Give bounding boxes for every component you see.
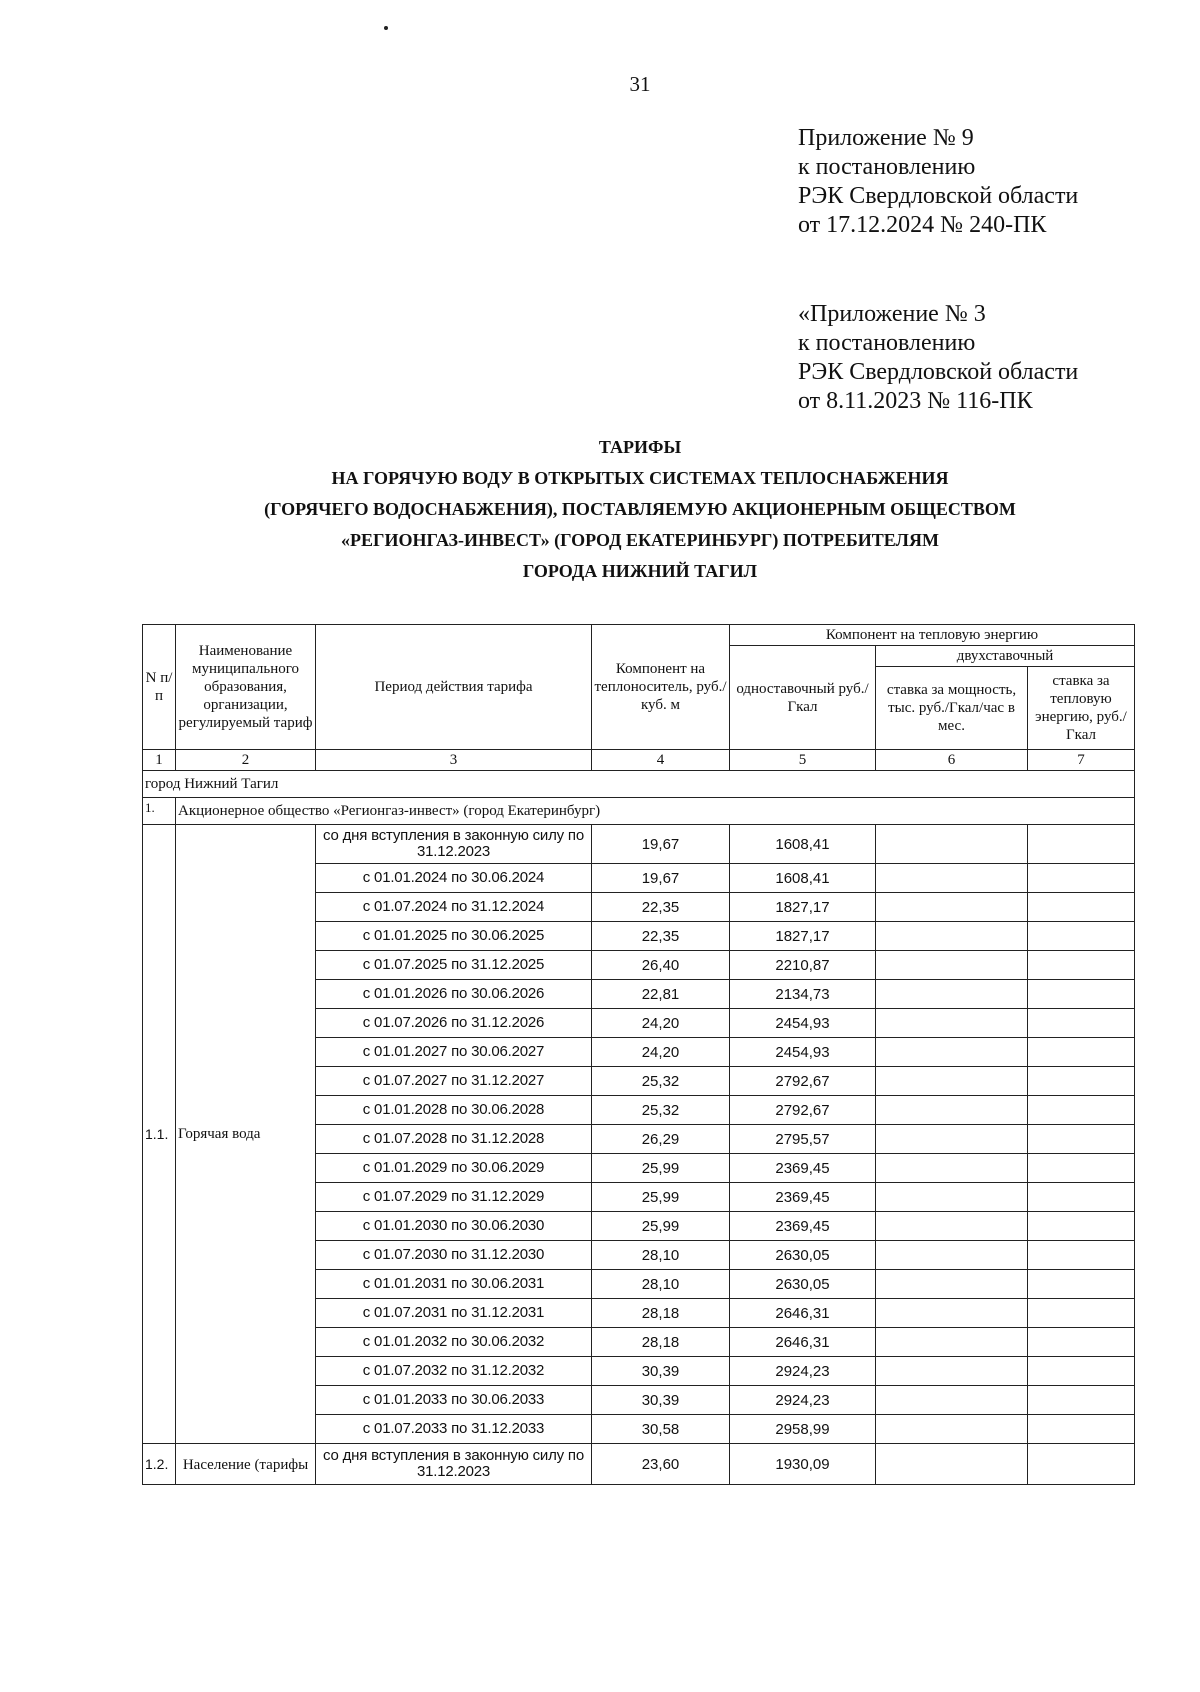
period-cell: с 01.01.2027 по 30.06.2027 [316, 1038, 592, 1067]
period-cell: с 01.07.2025 по 31.12.2025 [316, 951, 592, 980]
carrier-cell: 28,18 [592, 1328, 730, 1357]
period-cell: с 01.01.2032 по 30.06.2032 [316, 1328, 592, 1357]
energy-cell [1028, 825, 1135, 864]
one-part-cell: 2369,45 [730, 1212, 876, 1241]
carrier-cell: 28,10 [592, 1241, 730, 1270]
org-name: Акционерное общество «Регионгаз-инвест» (город Екатеринбург) [176, 798, 1135, 825]
period-cell: с 01.07.2024 по 31.12.2024 [316, 893, 592, 922]
period-cell: с 01.01.2029 по 30.06.2029 [316, 1154, 592, 1183]
period-cell: с 01.01.2025 по 30.06.2025 [316, 922, 592, 951]
one-part-cell: 2630,05 [730, 1241, 876, 1270]
carrier-cell: 22,35 [592, 893, 730, 922]
header-energy: ставка за тепловую энергию, руб./Гкал [1028, 667, 1135, 750]
header-heat: Компонент на тепловую энергию [730, 625, 1135, 646]
carrier-cell: 28,18 [592, 1299, 730, 1328]
one-part-cell: 2792,67 [730, 1096, 876, 1125]
one-part-cell: 1827,17 [730, 893, 876, 922]
carrier-cell: 25,32 [592, 1096, 730, 1125]
energy-cell [1028, 864, 1135, 893]
energy-cell [1028, 1096, 1135, 1125]
header-two-part: двухставочный [876, 646, 1135, 667]
energy-cell [1028, 1009, 1135, 1038]
row-group-name: Горячая вода [176, 825, 316, 1444]
city-row: город Нижний Тагил [143, 771, 1135, 798]
energy-cell [1028, 1212, 1135, 1241]
energy-cell [1028, 1299, 1135, 1328]
appendix-current [798, 124, 1078, 240]
capacity-cell [876, 864, 1028, 893]
carrier-cell: 24,20 [592, 1009, 730, 1038]
energy-cell [1028, 1038, 1135, 1067]
page-number: 31 [629, 72, 651, 96]
scan-speck [384, 26, 388, 30]
row-group-name: Население (тарифы [176, 1444, 316, 1485]
table-row [143, 1444, 1135, 1485]
period-cell: с 01.07.2029 по 31.12.2029 [316, 1183, 592, 1212]
appendix-original-line: к постановлению [798, 330, 976, 356]
energy-cell [1028, 893, 1135, 922]
title-line: ГОРОДА НИЖНИЙ ТАГИЛ [522, 561, 758, 581]
carrier-cell: 26,29 [592, 1125, 730, 1154]
period-cell: с 01.07.2030 по 31.12.2030 [316, 1241, 592, 1270]
capacity-cell [876, 1415, 1028, 1444]
carrier-cell: 30,39 [592, 1357, 730, 1386]
energy-cell [1028, 1125, 1135, 1154]
energy-cell [1028, 1183, 1135, 1212]
header-name: Наименование муниципального образования, организации, регулируемый тариф [176, 625, 316, 750]
appendix-original-line: от 8.11.2023 № 116-ПК [798, 388, 1033, 414]
capacity-cell [876, 1386, 1028, 1415]
carrier-cell: 19,67 [592, 825, 730, 864]
column-number: 1 [143, 750, 176, 771]
appendix-current-line: РЭК Свердловской области [798, 183, 1079, 209]
capacity-cell [876, 1009, 1028, 1038]
carrier-cell: 24,20 [592, 1038, 730, 1067]
column-number: 7 [1028, 750, 1135, 771]
energy-cell [1028, 1415, 1135, 1444]
one-part-cell: 2630,05 [730, 1270, 876, 1299]
org-num [143, 798, 176, 825]
appendix-original-line: «Приложение № 3 [798, 301, 986, 327]
org-num-label: 1. [145, 799, 155, 815]
carrier-cell: 23,60 [592, 1444, 730, 1485]
period-cell: со дня вступления в законную силу по 31.12.2023 [316, 825, 592, 864]
capacity-cell [876, 893, 1028, 922]
one-part-cell: 2795,57 [730, 1125, 876, 1154]
capacity-cell [876, 1125, 1028, 1154]
energy-cell [1028, 1328, 1135, 1357]
header-carrier: Компонент на теплоноситель, руб./куб. м [592, 625, 730, 750]
carrier-cell: 30,58 [592, 1415, 730, 1444]
carrier-cell: 22,81 [592, 980, 730, 1009]
energy-cell [1028, 1444, 1135, 1485]
one-part-cell: 2369,45 [730, 1154, 876, 1183]
appendix-original-line: РЭК Свердловской области [798, 359, 1079, 385]
column-number: 2 [176, 750, 316, 771]
one-part-cell: 2646,31 [730, 1328, 876, 1357]
energy-cell [1028, 922, 1135, 951]
header-period: Период действия тарифа [316, 625, 592, 750]
carrier-cell: 26,40 [592, 951, 730, 980]
one-part-cell: 2210,87 [730, 951, 876, 980]
period-cell: с 01.01.2033 по 30.06.2033 [316, 1386, 592, 1415]
one-part-cell: 2134,73 [730, 980, 876, 1009]
appendix-current-line: Приложение № 9 [798, 125, 974, 151]
period-cell: с 01.01.2028 по 30.06.2028 [316, 1096, 592, 1125]
period-cell: с 01.07.2033 по 31.12.2033 [316, 1415, 592, 1444]
carrier-cell: 25,99 [592, 1183, 730, 1212]
row-group-number: 1.1. [143, 825, 176, 1444]
capacity-cell [876, 1357, 1028, 1386]
tariff-table [142, 624, 1135, 1485]
one-part-cell: 2958,99 [730, 1415, 876, 1444]
one-part-cell: 1827,17 [730, 922, 876, 951]
capacity-cell [876, 1299, 1028, 1328]
capacity-cell [876, 1444, 1028, 1485]
one-part-cell: 1608,41 [730, 864, 876, 893]
capacity-cell [876, 1212, 1028, 1241]
period-cell: с 01.01.2024 по 30.06.2024 [316, 864, 592, 893]
energy-cell [1028, 1270, 1135, 1299]
energy-cell [1028, 1357, 1135, 1386]
one-part-cell: 2924,23 [730, 1357, 876, 1386]
capacity-cell [876, 1038, 1028, 1067]
energy-cell [1028, 951, 1135, 980]
period-cell: с 01.07.2032 по 31.12.2032 [316, 1357, 592, 1386]
capacity-cell [876, 922, 1028, 951]
carrier-cell: 25,99 [592, 1212, 730, 1241]
appendix-original [798, 300, 1078, 416]
energy-cell [1028, 1386, 1135, 1415]
one-part-cell: 2792,67 [730, 1067, 876, 1096]
capacity-cell [876, 1096, 1028, 1125]
title-line: НА ГОРЯЧУЮ ВОДУ В ОТКРЫТЫХ СИСТЕМАХ ТЕПЛОСНАБЖЕНИЯ [331, 468, 949, 488]
energy-cell [1028, 1154, 1135, 1183]
title-line: ТАРИФЫ [598, 437, 682, 457]
one-part-cell: 2454,93 [730, 1009, 876, 1038]
title-line: (ГОРЯЧЕГО ВОДОСНАБЖЕНИЯ), ПОСТАВЛЯЕМУЮ АКЦИОНЕРНЫМ ОБЩЕСТВОМ [264, 499, 1016, 519]
header-capacity: ставка за мощность, тыс. руб./Гкал/час в мес. [876, 667, 1028, 750]
header-one-part: одноставочный руб./Гкал [730, 646, 876, 750]
period-cell: с 01.07.2031 по 31.12.2031 [316, 1299, 592, 1328]
one-part-cell: 1608,41 [730, 825, 876, 864]
energy-cell [1028, 980, 1135, 1009]
carrier-cell: 19,67 [592, 864, 730, 893]
column-number: 4 [592, 750, 730, 771]
capacity-cell [876, 1183, 1028, 1212]
column-number: 6 [876, 750, 1028, 771]
capacity-cell [876, 1067, 1028, 1096]
energy-cell [1028, 1067, 1135, 1096]
period-cell: со дня вступления в законную силу по 31.12.2023 [316, 1444, 592, 1485]
period-cell: с 01.07.2028 по 31.12.2028 [316, 1125, 592, 1154]
capacity-cell [876, 951, 1028, 980]
appendix-current-line: от 17.12.2024 № 240-ПК [798, 212, 1047, 238]
capacity-cell [876, 825, 1028, 864]
carrier-cell: 22,35 [592, 922, 730, 951]
one-part-cell: 2646,31 [730, 1299, 876, 1328]
carrier-cell: 25,32 [592, 1067, 730, 1096]
table-row [143, 825, 1135, 864]
one-part-cell: 2454,93 [730, 1038, 876, 1067]
header-num: N п/п [143, 625, 176, 750]
period-cell: с 01.07.2026 по 31.12.2026 [316, 1009, 592, 1038]
period-cell: с 01.01.2030 по 30.06.2030 [316, 1212, 592, 1241]
period-cell: с 01.07.2027 по 31.12.2027 [316, 1067, 592, 1096]
capacity-cell [876, 1270, 1028, 1299]
energy-cell [1028, 1241, 1135, 1270]
row-group-number: 1.2. [143, 1444, 176, 1485]
one-part-cell: 2369,45 [730, 1183, 876, 1212]
capacity-cell [876, 1328, 1028, 1357]
period-cell: с 01.01.2026 по 30.06.2026 [316, 980, 592, 1009]
capacity-cell [876, 980, 1028, 1009]
column-number: 3 [316, 750, 592, 771]
carrier-cell: 30,39 [592, 1386, 730, 1415]
column-number: 5 [730, 750, 876, 771]
capacity-cell [876, 1241, 1028, 1270]
capacity-cell [876, 1154, 1028, 1183]
period-cell: с 01.01.2031 по 30.06.2031 [316, 1270, 592, 1299]
one-part-cell: 2924,23 [730, 1386, 876, 1415]
appendix-current-line: к постановлению [798, 154, 976, 180]
one-part-cell: 1930,09 [730, 1444, 876, 1485]
document-title [140, 432, 1140, 587]
carrier-cell: 25,99 [592, 1154, 730, 1183]
carrier-cell: 28,10 [592, 1270, 730, 1299]
title-line: «РЕГИОНГАЗ-ИНВЕСТ» (ГОРОД ЕКАТЕРИНБУРГ) ПОТРЕБИТЕЛЯМ [341, 530, 939, 550]
